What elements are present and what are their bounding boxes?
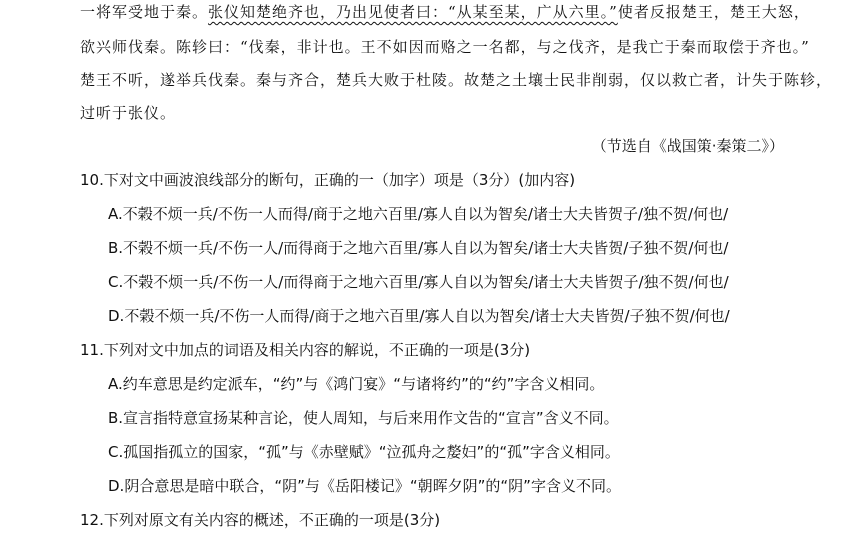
passage-line-4: 过听于张仪。: [80, 104, 177, 122]
question-11-option-d: D.阴合意思是暗中联合，“阴”与《岳阳楼记》“朝晖夕阴”的“阴”字含义不同。: [108, 477, 621, 495]
passage-line-2: 欲兴师伐秦。陈轸曰：“伐秦，非计也。王不如因而赂之一名都，与之伐齐，是我亡于秦而取偿于齐也。”: [80, 38, 810, 56]
question-12-stem: 12.下列对原文有关内容的概述，不正确的一项是(3分): [80, 511, 441, 529]
question-11-stem: 11.下列对文中加点的词语及相关内容的解说，不正确的一项是(3分): [80, 341, 531, 359]
question-10-option-c: C.不榖不烦一兵/不伤一人/而得商于之地六百里/寡人自以为智矣/诸士大夫皆贺子/独不贺/何也/: [108, 273, 729, 291]
wavy-underlined-sentence: 张仪知楚绝齐也，乃出见使者曰：“从某至某，广从六里。”: [208, 3, 618, 21]
question-10-option-b: B.不榖不烦一兵/不伤一人/而得商于之地六百里/寡人自以为智矣/诸士大夫皆贺/子独不贺/何也/: [108, 239, 729, 257]
passage-source: （节选自《战国策·秦策二》）: [591, 137, 784, 155]
passage-line-1: [80, 2, 810, 22]
passage-line-1-pre: 一将军受地于秦。: [80, 3, 209, 21]
question-11-option-c: C.孤国指孤立的国家，“孤”与《赤壁赋》“泣孤舟之嫠妇”的“孤”字含义相同。: [108, 443, 620, 461]
question-10-option-d: D.不榖不烦一兵/不伤一人而得/商于之地六百里/寡人自以为智矣/诸士大夫皆贺/子独不贺/何也/: [108, 307, 730, 325]
question-10-stem: 10.下对文中画波浪线部分的断句，正确的一（加字）项是（3分）(加内容): [80, 171, 576, 189]
question-11-option-b: B.宣言指特意宣扬某种言论，使人周知，与后来用作文告的“宣言”含义不同。: [108, 409, 619, 427]
question-11-option-a: A.约车意思是约定派车，“约”与《鸿门宴》“与诸将约”的“约”字含义相同。: [108, 375, 605, 393]
passage-line-1-post: 使者反报楚王，楚王大怒，: [617, 3, 810, 21]
question-10-option-a: A.不榖不烦一兵/不伤一人而得/商于之地六百里/寡人自以为智矣/诸士大夫皆贺子/独不贺/何也/: [108, 205, 729, 223]
passage-line-3: 楚王不听，遂举兵伐秦。秦与齐合，楚兵大败于杜陵。故楚之土壤士民非削弱，仅以救亡者，计失于陈轸，: [80, 71, 833, 89]
